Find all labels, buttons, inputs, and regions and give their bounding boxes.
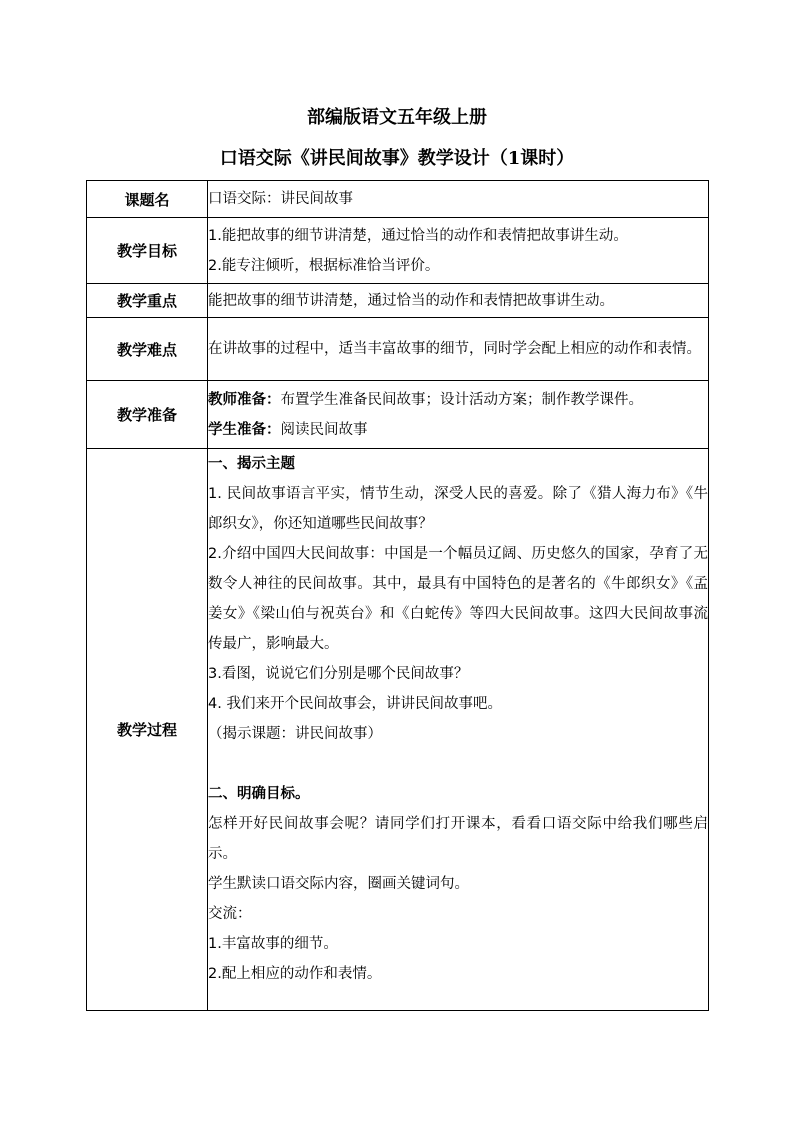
process-paragraph-1: 1. 民间故事语言平实，情节生动，深受人民的喜爱。除了《猎人海力布》《牛郎织女》，你还知道哪些民间故事？ (208, 486, 708, 532)
table-row-objectives (87, 218, 709, 284)
objectives-label: 教学目标 (87, 218, 208, 284)
table-row-difficulties (87, 318, 709, 381)
table-row-preparation (87, 381, 709, 449)
section-1-heading: 一、揭示主题 (208, 456, 295, 472)
table-row-key-points (87, 284, 709, 318)
process-question-1: 怎样开好民间故事会呢？请同学们打开课本，看看口语交际中给我们哪些启示。 (208, 816, 708, 862)
student-preparation-value: 阅读民间故事 (280, 421, 368, 438)
process-question-4: 1.丰富故事的细节。 (208, 936, 338, 952)
process-paragraph-2: 2.介绍中国四大民间故事：中国是一个幅员辽阔、历史悠久的国家，孕育了无数令人神往的民间故事。其中，最具有中国特色的是著名的《牛郎织女》《孟姜女》《梁山伯与祝英台》和《白蛇传》等四大民间故事。这四大民间故事流传最广，影响最大。 (208, 546, 708, 652)
student-preparation (208, 415, 708, 445)
topic-value: 口语交际：讲民间故事 (208, 191, 353, 207)
topic-cell (208, 181, 709, 218)
objective-item-2: 2.能专注倾听，根据标准恰当评价。 (208, 257, 440, 274)
process-cell (208, 449, 709, 1011)
table-row-topic (87, 181, 709, 218)
objectives-cell (208, 218, 709, 284)
difficulties-value: 在讲故事的过程中，适当丰富故事的细节，同时学会配上相应的动作和表情。 (208, 341, 701, 357)
preparation-cell (208, 381, 709, 449)
objective-item-1: 1.能把故事的细节讲清楚，通过恰当的动作和表情把故事讲生动。 (208, 227, 628, 244)
table-row-process (87, 449, 709, 1011)
key-points-label: 教学重点 (87, 284, 208, 318)
spacer (208, 749, 708, 779)
process-paragraph-4: 4. 我们来开个民间故事会，讲讲民间故事吧。 (208, 696, 502, 712)
process-paragraph-3: 3.看图，说说它们分别是哪个民间故事？ (208, 666, 469, 682)
process-question-3: 交流： (208, 906, 252, 922)
process-label: 教学过程 (87, 449, 208, 1011)
section-2-heading: 二、明确目标。 (208, 786, 310, 802)
teacher-preparation (208, 385, 708, 415)
topic-label: 课题名 (87, 181, 208, 218)
student-preparation-label: 学生准备： (208, 421, 281, 438)
process-question-2: 学生默读口语交际内容，圈画关键词句。 (208, 876, 469, 892)
preparation-label: 教学准备 (87, 381, 208, 449)
lesson-plan-table (86, 180, 709, 1011)
process-paragraph-5: （揭示课题：讲民间故事） (208, 726, 382, 742)
key-points-cell (208, 284, 709, 318)
difficulties-cell (208, 318, 709, 381)
key-points-value: 能把故事的细节讲清楚，通过恰当的动作和表情把故事讲生动。 (208, 292, 614, 309)
teacher-preparation-value: 布置学生准备民间故事；设计活动方案；制作教学课件。 (280, 391, 643, 408)
difficulties-label: 教学难点 (87, 318, 208, 381)
teacher-preparation-label: 教师准备： (208, 391, 281, 408)
document-title: 部编版语文五年级上册 (307, 107, 487, 128)
process-question-5: 2.配上相应的动作和表情。 (208, 966, 382, 982)
document-subtitle: 口语交际《讲民间故事》教学设计（1课时） (219, 148, 575, 169)
